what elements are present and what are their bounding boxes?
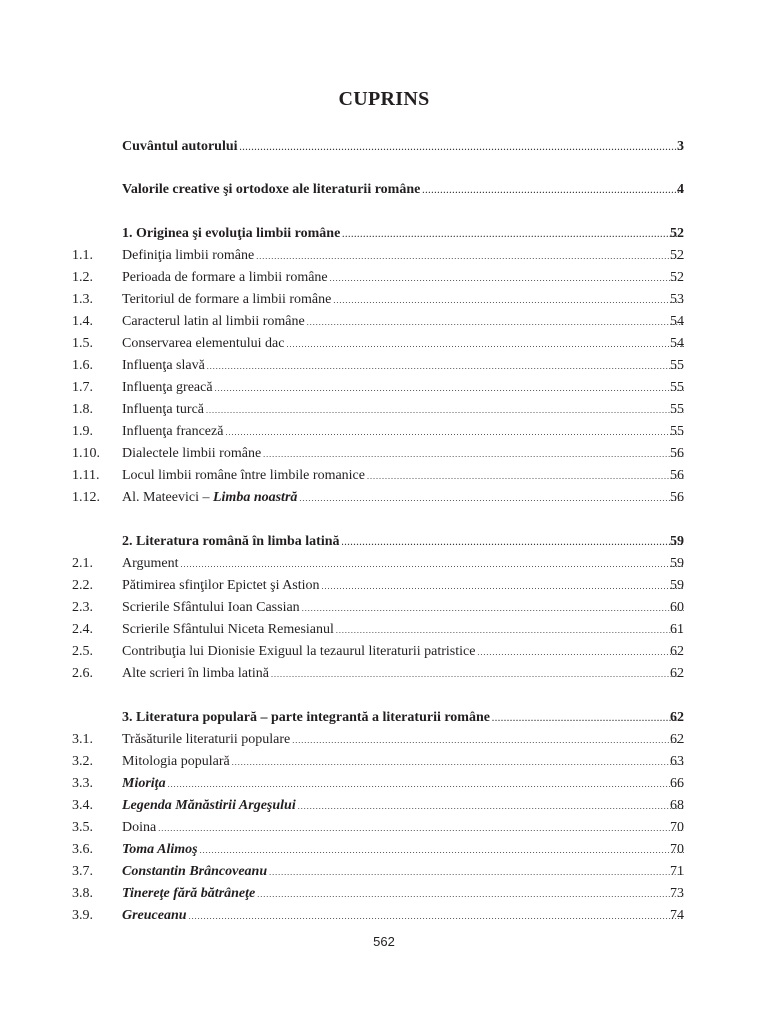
toc-leader-dots bbox=[207, 355, 684, 378]
toc-entry-number: 2.3. bbox=[72, 600, 93, 615]
toc-entry-line bbox=[122, 223, 684, 246]
toc-entry-title-italic: Limba noastră bbox=[212, 490, 298, 505]
toc-entry-title bbox=[122, 311, 307, 333]
toc-leader-dots bbox=[225, 421, 684, 444]
toc-entry-line bbox=[122, 487, 684, 510]
toc-entry-title-text: Influenţa slavă bbox=[122, 358, 205, 373]
toc-entry-page: 59 bbox=[670, 556, 684, 571]
toc-entry-title bbox=[122, 619, 336, 641]
toc-entry-title-text: Pătimirea sfinţilor Epictet şi Astion bbox=[122, 578, 320, 593]
toc-entry-line bbox=[122, 861, 684, 884]
toc-entry bbox=[0, 487, 768, 509]
toc-entry bbox=[0, 289, 768, 311]
toc-entry bbox=[0, 905, 768, 927]
toc-entry-number: 1.2. bbox=[72, 270, 93, 285]
toc-entry-page: 54 bbox=[670, 314, 684, 329]
toc-entry bbox=[0, 817, 768, 839]
toc-entry-number: 1.7. bbox=[72, 380, 93, 395]
toc-leader-dots bbox=[422, 179, 684, 202]
toc-entry-page: 62 bbox=[670, 666, 684, 681]
toc-entry-page: 66 bbox=[670, 776, 684, 791]
toc-entry-line bbox=[122, 817, 684, 840]
toc-entry bbox=[0, 795, 768, 817]
toc-entry-page: 74 bbox=[670, 908, 684, 923]
toc-entry-title-text: Argument bbox=[122, 556, 179, 571]
toc-entry-title-text: Teritoriul de formare a limbii române bbox=[122, 292, 332, 307]
toc-leader-dots bbox=[330, 267, 684, 290]
toc-entry-page: 3 bbox=[677, 139, 684, 154]
toc-entry-line bbox=[122, 355, 684, 378]
toc-leader-dots bbox=[158, 817, 684, 840]
toc-entry-page: 59 bbox=[670, 534, 684, 549]
toc-entry-page: 60 bbox=[670, 600, 684, 615]
toc-entry-page: 55 bbox=[670, 358, 684, 373]
toc-entry-title bbox=[122, 883, 257, 905]
toc-entry-line bbox=[122, 136, 684, 159]
toc-entry-page: 68 bbox=[670, 798, 684, 813]
toc-entry bbox=[0, 245, 768, 267]
toc-entry-title-text: Alte scrieri în limba latină bbox=[122, 666, 269, 681]
toc-entry-title-italic: Toma Alimoş bbox=[122, 842, 198, 857]
toc-entry-title-italic: Tinereţe fără bătrâneţe bbox=[122, 886, 256, 901]
toc-entry-line bbox=[122, 597, 684, 620]
toc-entry-title-text: Influenţa franceză bbox=[122, 424, 224, 439]
toc-entry-page: 62 bbox=[670, 710, 684, 725]
toc-entry-page: 56 bbox=[670, 446, 684, 461]
toc-entry-line bbox=[122, 179, 684, 202]
toc-entry-number: 1.3. bbox=[72, 292, 93, 307]
toc-entry-number: 1.9. bbox=[72, 424, 93, 439]
toc-entry bbox=[0, 663, 768, 685]
toc-leader-dots bbox=[271, 663, 684, 686]
toc-entry-line bbox=[122, 883, 684, 906]
toc-entry bbox=[0, 861, 768, 883]
toc-entry-title-text: Locul limbii române între limbile romanice bbox=[122, 468, 365, 483]
toc-entry-page: 52 bbox=[670, 270, 684, 285]
toc-entry-title-text: Cuvântul autorului bbox=[122, 139, 238, 154]
toc-section-heading bbox=[0, 707, 768, 729]
toc-entry-title-text: Perioada de formare a limbii române bbox=[122, 270, 328, 285]
toc-section-heading bbox=[0, 223, 768, 245]
toc-entry-title bbox=[122, 399, 206, 421]
toc-entry-page: 55 bbox=[670, 424, 684, 439]
toc-leader-dots bbox=[342, 531, 684, 554]
toc-entry-number: 1.8. bbox=[72, 402, 93, 417]
toc-leader-dots bbox=[299, 487, 684, 510]
toc-leader-dots bbox=[189, 905, 684, 928]
toc-entry-title bbox=[122, 773, 168, 795]
toc-entry-number: 2.6. bbox=[72, 666, 93, 681]
toc-leader-dots bbox=[240, 136, 684, 159]
toc-leader-dots bbox=[298, 795, 684, 818]
toc-entry-number: 1.11. bbox=[72, 468, 100, 483]
toc-entry-line bbox=[122, 729, 684, 752]
toc-entry-title bbox=[122, 663, 271, 685]
toc-entry bbox=[0, 465, 768, 487]
toc-entry-title bbox=[122, 443, 263, 465]
toc-leader-dots bbox=[256, 245, 684, 268]
toc-entry-title bbox=[122, 553, 181, 575]
toc-entry-title-italic: Greuceanu bbox=[122, 908, 187, 923]
toc-leader-dots bbox=[336, 619, 684, 642]
toc-entry bbox=[0, 575, 768, 597]
toc-entry-title-text: Al. Mateevici – bbox=[122, 490, 213, 505]
toc-entry bbox=[0, 883, 768, 905]
toc-leader-dots bbox=[322, 575, 684, 598]
toc-entry-line bbox=[122, 795, 684, 818]
toc-entry-number: 1.5. bbox=[72, 336, 93, 351]
toc-entry-title-text: Conservarea elementului dac bbox=[122, 336, 285, 351]
toc-leader-dots bbox=[286, 333, 684, 356]
toc-entry-number: 1.6. bbox=[72, 358, 93, 373]
toc-entry-title bbox=[122, 531, 342, 553]
toc-entry-number: 2.4. bbox=[72, 622, 93, 637]
toc-entry-line bbox=[122, 311, 684, 334]
toc-entry-number: 1.10. bbox=[72, 446, 100, 461]
toc-entry-title-text: Influenţa turcă bbox=[122, 402, 205, 417]
toc-leader-dots bbox=[342, 223, 684, 246]
toc-entry bbox=[0, 553, 768, 575]
toc-entry-title bbox=[122, 136, 240, 158]
toc-entry-number: 3.7. bbox=[72, 864, 93, 879]
toc-entry-title-text: Influenţa greacă bbox=[122, 380, 213, 395]
toc-entry-title-text: 1. Originea şi evoluţia limbii române bbox=[122, 226, 341, 241]
toc-entry-page: 56 bbox=[670, 468, 684, 483]
toc-entry-title-text: Caracterul latin al limbii române bbox=[122, 314, 305, 329]
toc-entry-title-text: Contribuţia lui Dionisie Exiguul la tezaurul literaturii patristice bbox=[122, 644, 476, 659]
toc-leader-dots bbox=[367, 465, 684, 488]
toc-entry-number: 1.1. bbox=[72, 248, 93, 263]
toc-entry-title-text: 2. Literatura română în limba latină bbox=[122, 534, 340, 549]
toc-entry-title bbox=[122, 179, 422, 201]
toc-leader-dots bbox=[292, 729, 684, 752]
toc-entry-title bbox=[122, 267, 330, 289]
toc-entry bbox=[0, 377, 768, 399]
toc-entry-line bbox=[122, 707, 684, 730]
toc-entry-number: 1.4. bbox=[72, 314, 93, 329]
toc-entry-title-text: Trăsăturile literaturii populare bbox=[122, 732, 291, 747]
toc-entry-title bbox=[122, 465, 367, 487]
toc-entry-number: 2.2. bbox=[72, 578, 93, 593]
toc-entry-line bbox=[122, 443, 684, 466]
toc-entry bbox=[0, 355, 768, 377]
toc-entry-title bbox=[122, 575, 322, 597]
toc-entry-page: 70 bbox=[670, 820, 684, 835]
toc-entry-title bbox=[122, 355, 207, 377]
toc-leader-dots bbox=[257, 883, 684, 906]
toc-leader-dots bbox=[200, 839, 684, 862]
toc-entry-page: 62 bbox=[670, 644, 684, 659]
toc-section-heading bbox=[0, 136, 768, 158]
toc-entry-title bbox=[122, 817, 158, 839]
toc-entry-line bbox=[122, 839, 684, 862]
toc-entry-title bbox=[122, 729, 292, 751]
toc-entry bbox=[0, 443, 768, 465]
toc-entry-number: 2.1. bbox=[72, 556, 93, 571]
toc-entry-line bbox=[122, 641, 684, 664]
toc-entry-title-text: Definiţia limbii române bbox=[122, 248, 255, 263]
toc-entry-title-italic: Legenda Mănăstirii Argeşului bbox=[122, 798, 296, 813]
toc-entry-number: 3.3. bbox=[72, 776, 93, 791]
toc-entry bbox=[0, 333, 768, 355]
toc-entry-page: 4 bbox=[677, 182, 684, 197]
toc-entry-page: 70 bbox=[670, 842, 684, 857]
toc-entry-page: 55 bbox=[670, 402, 684, 417]
toc-entry-number: 3.4. bbox=[72, 798, 93, 813]
toc-entry bbox=[0, 729, 768, 751]
toc-entry-title bbox=[122, 245, 256, 267]
toc-leader-dots bbox=[307, 311, 684, 334]
toc-entry-line bbox=[122, 663, 684, 686]
toc-section-heading bbox=[0, 531, 768, 553]
toc-entry-page: 62 bbox=[670, 732, 684, 747]
toc-entry-title bbox=[122, 223, 342, 245]
toc-leader-dots bbox=[492, 707, 684, 730]
toc-entry-page: 63 bbox=[670, 754, 684, 769]
toc-entry-title-text: Mitologia populară bbox=[122, 754, 230, 769]
toc-leader-dots bbox=[168, 773, 684, 796]
toc-leader-dots bbox=[232, 751, 684, 774]
toc-entry bbox=[0, 399, 768, 421]
toc-entry-title-text: Doina bbox=[122, 820, 157, 835]
toc-entry bbox=[0, 773, 768, 795]
toc-entry-line bbox=[122, 751, 684, 774]
toc-leader-dots bbox=[302, 597, 684, 620]
toc-leader-dots bbox=[333, 289, 684, 312]
toc-entry-page: 61 bbox=[670, 622, 684, 637]
toc-entry-page: 52 bbox=[670, 248, 684, 263]
toc-entry-number: 3.6. bbox=[72, 842, 93, 857]
toc-entry-page: 71 bbox=[670, 864, 684, 879]
toc-entry bbox=[0, 311, 768, 333]
toc-entry-title bbox=[122, 707, 492, 729]
toc-entry-line bbox=[122, 333, 684, 356]
toc-entry-title-text: 3. Literatura populară – parte integrantă a literaturii române bbox=[122, 710, 490, 725]
toc-entry bbox=[0, 751, 768, 773]
toc-entry-title bbox=[122, 751, 232, 773]
toc-leader-dots bbox=[477, 641, 684, 664]
toc-entry-title-italic: Mioriţa bbox=[122, 776, 166, 791]
toc-entry-title bbox=[122, 421, 225, 443]
toc-entry-line bbox=[122, 575, 684, 598]
toc-entry-title-text: Scrierile Sfântului Niceta Remesianul bbox=[122, 622, 334, 637]
toc-entry-title bbox=[122, 377, 215, 399]
toc-entry-number: 3.9. bbox=[72, 908, 93, 923]
toc-entry-line bbox=[122, 553, 684, 576]
toc-entry-line bbox=[122, 377, 684, 400]
toc-entry-line bbox=[122, 245, 684, 268]
toc-entry-page: 73 bbox=[670, 886, 684, 901]
toc-entry-title bbox=[122, 905, 189, 927]
toc-entry bbox=[0, 839, 768, 861]
toc-entry-page: 55 bbox=[670, 380, 684, 395]
toc-entry-title bbox=[122, 487, 299, 509]
toc-entry-line bbox=[122, 905, 684, 928]
toc-entry-line bbox=[122, 465, 684, 488]
toc-entry bbox=[0, 641, 768, 663]
toc-entry-title bbox=[122, 839, 200, 861]
toc-entry bbox=[0, 421, 768, 443]
toc-entry bbox=[0, 267, 768, 289]
toc-entry-line bbox=[122, 399, 684, 422]
toc-entry bbox=[0, 597, 768, 619]
toc-entry-number: 3.1. bbox=[72, 732, 93, 747]
toc-entry-title bbox=[122, 795, 298, 817]
toc-entry-number: 3.8. bbox=[72, 886, 93, 901]
toc-entry-number: 1.12. bbox=[72, 490, 100, 505]
toc-entry-title-italic: Constantin Brâncoveanu bbox=[122, 864, 268, 879]
toc-entry-title-text: Scrierile Sfântului Ioan Cassian bbox=[122, 600, 300, 615]
toc-entry-title-text: Dialectele limbii române bbox=[122, 446, 262, 461]
toc-entry-number: 2.5. bbox=[72, 644, 93, 659]
toc-entry-number: 3.5. bbox=[72, 820, 93, 835]
toc-entry-title bbox=[122, 289, 333, 311]
toc-entry bbox=[0, 619, 768, 641]
toc-entry-page: 54 bbox=[670, 336, 684, 351]
toc-entry-page: 52 bbox=[670, 226, 684, 241]
toc-entry-title bbox=[122, 861, 269, 883]
toc-entry-page: 59 bbox=[670, 578, 684, 593]
toc-entry-title bbox=[122, 641, 477, 663]
page-title: CUPRINS bbox=[338, 88, 430, 110]
toc-leader-dots bbox=[263, 443, 684, 466]
toc-entry-title-text: Valorile creative şi ortodoxe ale literaturii române bbox=[122, 182, 421, 197]
toc-entry-title bbox=[122, 597, 302, 619]
toc-entry-line bbox=[122, 421, 684, 444]
toc-section-heading bbox=[0, 179, 768, 201]
toc-leader-dots bbox=[269, 861, 684, 884]
toc-entry-page: 53 bbox=[670, 292, 684, 307]
toc-entry-line bbox=[122, 531, 684, 554]
toc-leader-dots bbox=[215, 377, 684, 400]
toc-leader-dots bbox=[181, 553, 684, 576]
toc-entry-title bbox=[122, 333, 286, 355]
toc-entry-line bbox=[122, 267, 684, 290]
toc-entry-number: 3.2. bbox=[72, 754, 93, 769]
page-number: 562 bbox=[373, 934, 395, 949]
toc-entry-page: 56 bbox=[670, 490, 684, 505]
toc-entry-line bbox=[122, 619, 684, 642]
toc-entry-line bbox=[122, 773, 684, 796]
toc-entry-line bbox=[122, 289, 684, 312]
toc-leader-dots bbox=[206, 399, 684, 422]
